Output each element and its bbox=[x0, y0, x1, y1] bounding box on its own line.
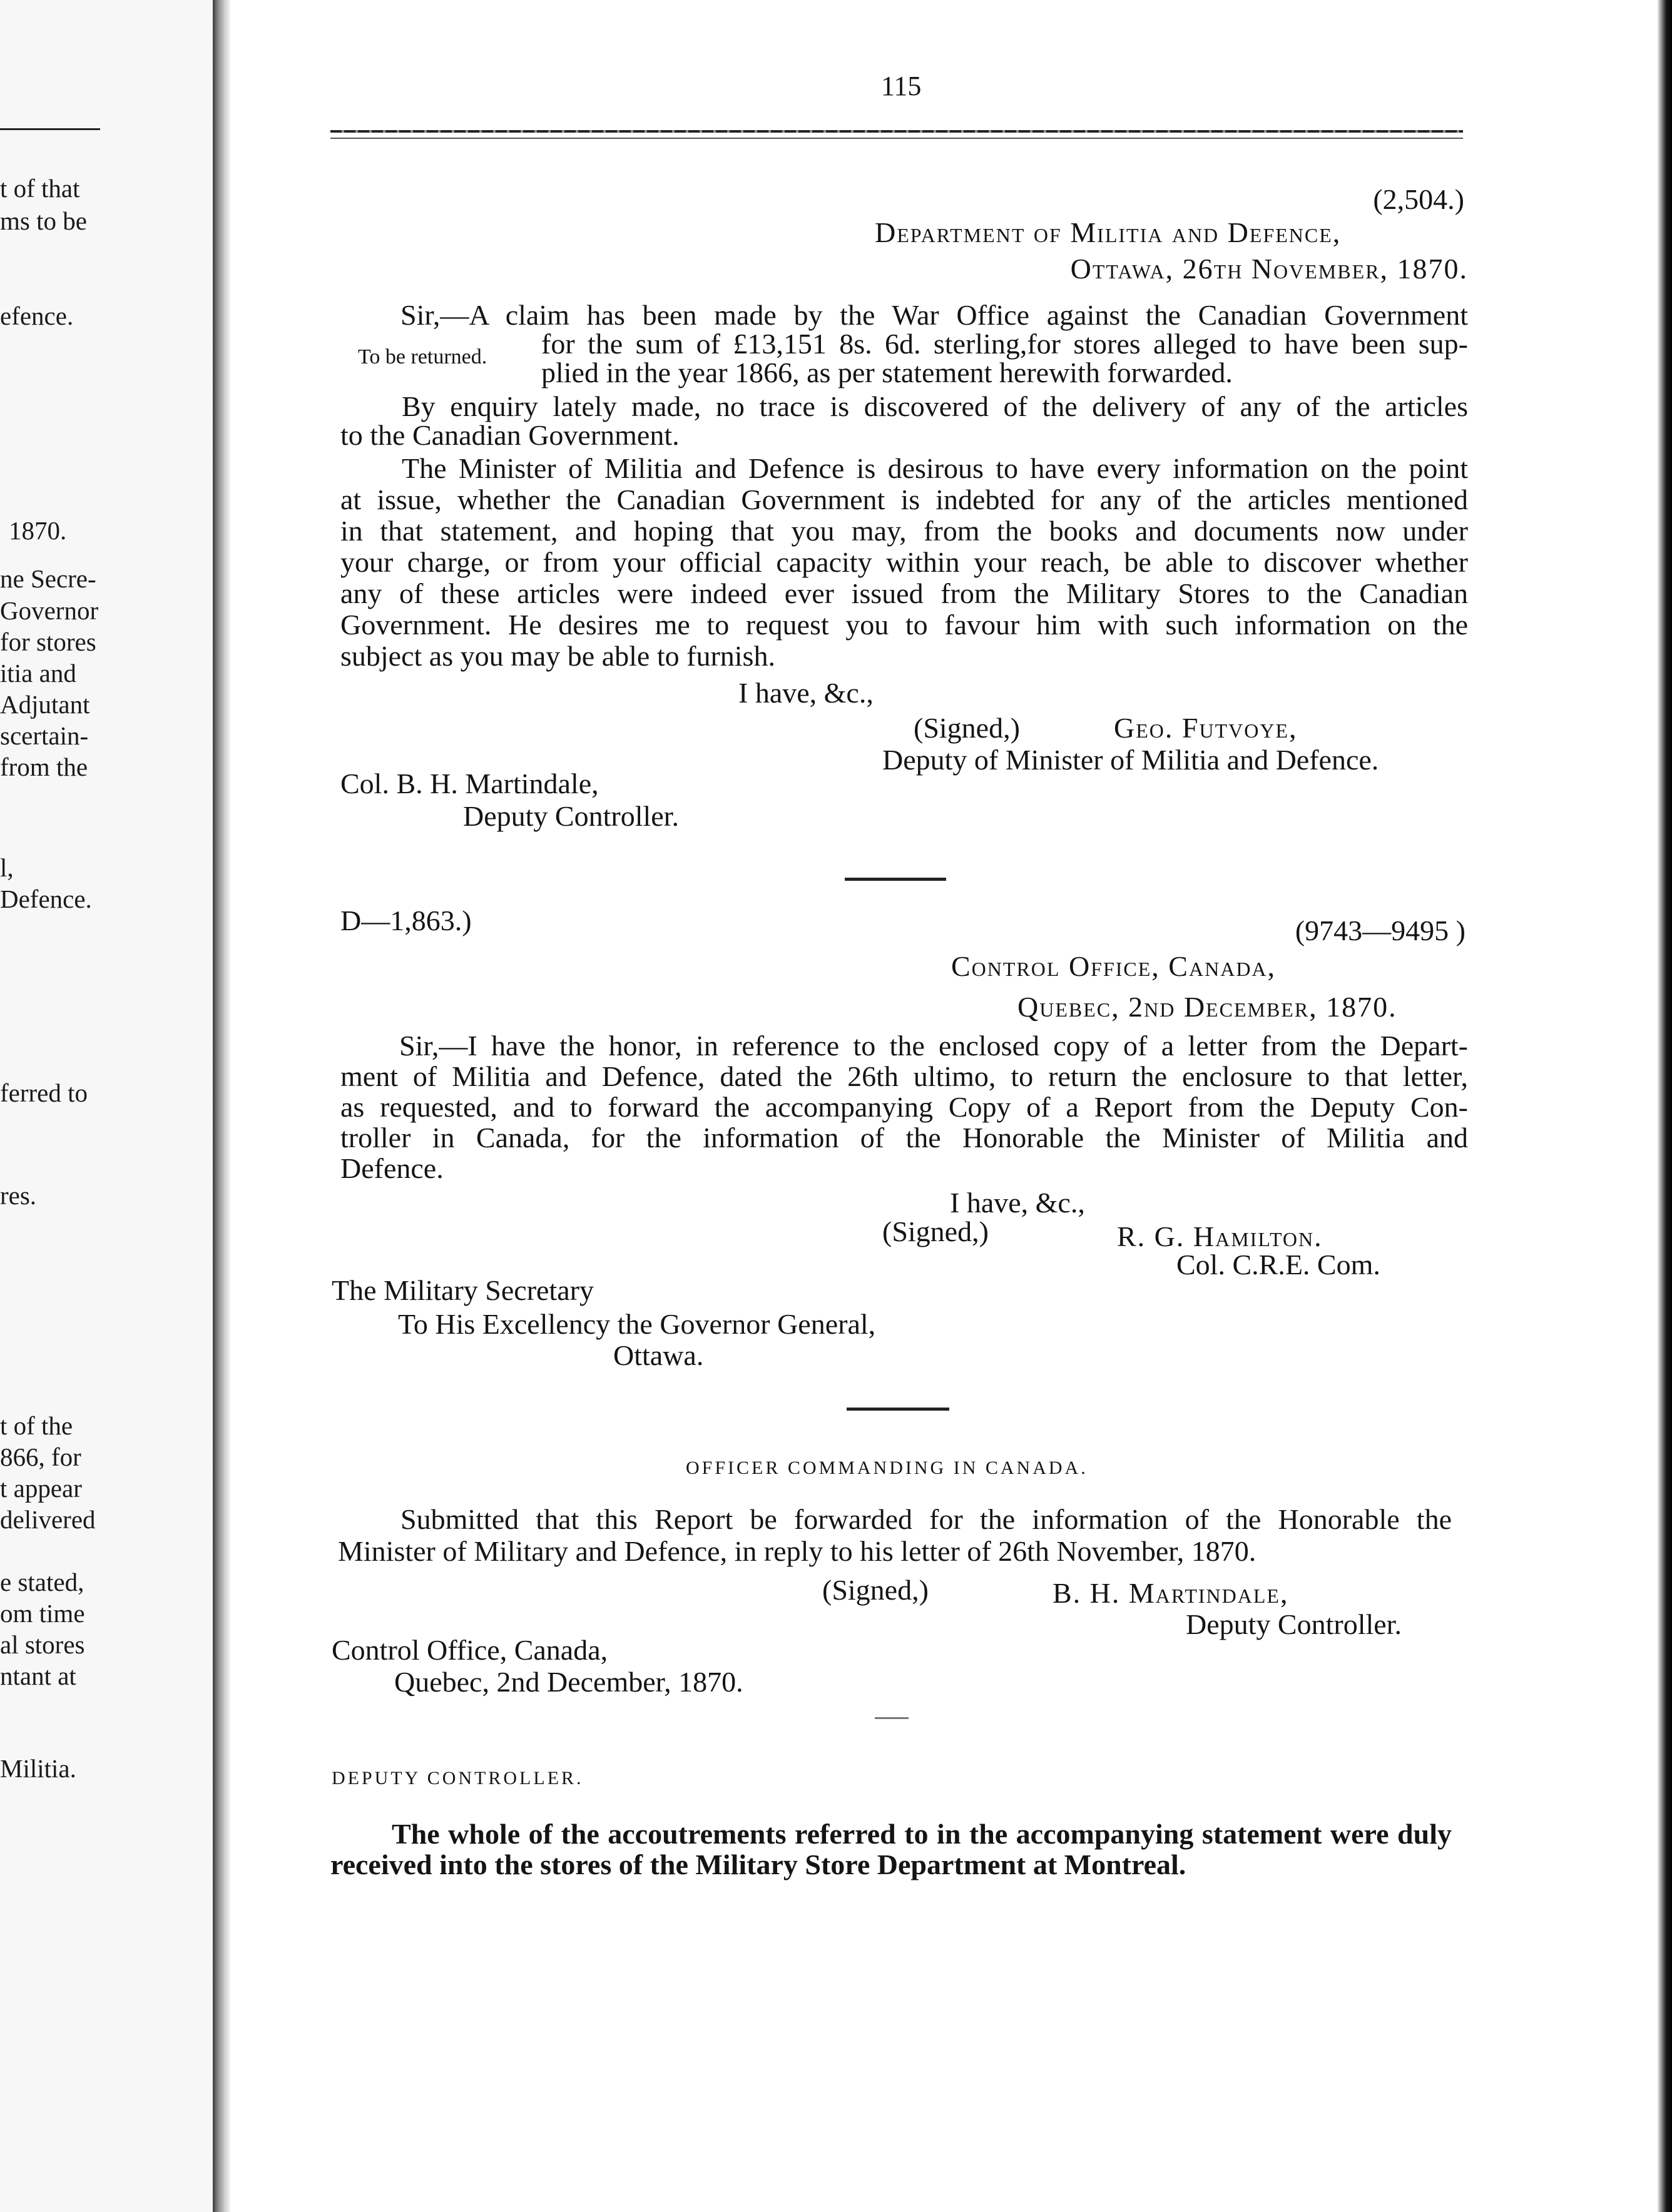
letter1-addressee-title: Deputy Controller. bbox=[463, 800, 679, 832]
letter2-signer-title: Col. C.R.E. Com. bbox=[1176, 1249, 1380, 1281]
letter1-signer-title: Deputy of Minister of Militia and Defence. bbox=[882, 744, 1379, 776]
letter2-signed: (Signed,) bbox=[882, 1215, 989, 1247]
minute1-line: Minister of Military and Defence, in reply to his letter of 26th November, 1870. bbox=[338, 1535, 1257, 1567]
header-rule bbox=[330, 130, 1463, 133]
left-page-gutter bbox=[0, 0, 216, 2212]
left-fragment: res. bbox=[0, 1181, 37, 1210]
letter1-signed: (Signed,) bbox=[914, 712, 1020, 744]
section-divider bbox=[845, 878, 946, 881]
letter2-addressee: To His Excellency the Governor General, bbox=[398, 1308, 876, 1340]
left-fragment: t of that bbox=[0, 174, 80, 203]
minute1-heading: OFFICER COMMANDING IN CANADA. bbox=[686, 1458, 1088, 1478]
letter1-margin-note: To be returned. bbox=[358, 345, 487, 368]
left-fragment: efence. bbox=[0, 302, 74, 330]
letter1-line: Sir,—A claim has been made by the War Office against the Canadian Government bbox=[400, 299, 1468, 331]
page-edge bbox=[1657, 0, 1672, 2212]
letter2-signer: R. G. Hamilton. bbox=[1117, 1220, 1323, 1252]
letter2-line: Sir,—I have the honor, in reference to the enclosed copy of a letter from the Depart- bbox=[399, 1030, 1468, 1062]
left-fragment: ne Secre- bbox=[0, 564, 96, 593]
left-fragment: 1870. bbox=[9, 516, 67, 545]
minute1-line: Submitted that this Report be forwarded for the information of the Honorable the bbox=[400, 1503, 1452, 1535]
letter1-line: By enquiry lately made, no trace is discovered of the delivery of any of the articles bbox=[402, 390, 1468, 422]
letter1-line: in that statement, and hoping that you may, from the books and documents now under bbox=[340, 515, 1468, 547]
left-fragment: itia and bbox=[0, 659, 76, 687]
book-spine bbox=[213, 0, 230, 2212]
letter2-line: as requested, and to forward the accompanying Copy of a Report from the Deputy Con- bbox=[340, 1091, 1468, 1123]
left-fragment: from the bbox=[0, 753, 88, 781]
letter1-signer: Geo. Futvoye, bbox=[1114, 712, 1298, 744]
letter1-line: The Minister of Militia and Defence is desirous to have every information on the point bbox=[402, 452, 1468, 484]
letter1-ref: (2,504.) bbox=[1373, 183, 1464, 215]
letter1-addressee: Col. B. H. Martindale, bbox=[340, 768, 599, 799]
minute1-place: Control Office, Canada, bbox=[332, 1634, 608, 1666]
section-divider bbox=[847, 1408, 949, 1411]
left-fragment: ms to be bbox=[0, 206, 87, 235]
letter1-closing: I have, &c., bbox=[738, 677, 874, 709]
letter1-place-date: Ottawa, 26th November, 1870. bbox=[1070, 253, 1468, 285]
left-fragment: t of the bbox=[0, 1411, 73, 1440]
letter1-line: at issue, whether the Canadian Government is indebted for any of the articles mentioned bbox=[340, 484, 1468, 515]
left-fragment: l, bbox=[0, 853, 14, 882]
letter2-closing: I have, &c., bbox=[950, 1187, 1085, 1219]
letter2-addressee: The Military Secretary bbox=[332, 1274, 594, 1306]
left-fragment: delivered bbox=[0, 1505, 96, 1534]
left-fragment: Militia. bbox=[0, 1754, 76, 1783]
letter2-addressee: Ottawa. bbox=[613, 1339, 704, 1371]
minute2-heading: DEPUTY CONTROLLER. bbox=[332, 1768, 584, 1788]
letter2-ref-right: (9743—9495 ) bbox=[1295, 915, 1466, 946]
page-number: 115 bbox=[881, 71, 922, 101]
letter1-line: Government. He desires me to request you to favour him with such information on the bbox=[340, 609, 1468, 641]
letter1-line: for the sum of £13,151 8s. 6d. sterling,for stores alleged to have been sup- bbox=[541, 328, 1468, 360]
letter2-place-date: Quebec, 2nd December, 1870. bbox=[1017, 991, 1397, 1023]
left-fragment: t appear bbox=[0, 1474, 82, 1503]
letter1-line: to the Canadian Government. bbox=[340, 419, 680, 451]
letter2-line: Defence. bbox=[340, 1152, 444, 1184]
minute1-signed: (Signed,) bbox=[822, 1574, 929, 1606]
left-fragment: om time bbox=[0, 1599, 85, 1628]
left-fragment: scertain- bbox=[0, 721, 89, 750]
letter2-line: troller in Canada, for the information of the Honorable the Minister of Militia and bbox=[340, 1122, 1468, 1154]
minute2-line: The whole of the accoutrements referred to in the accompanying statement were duly bbox=[392, 1818, 1452, 1850]
left-fragment: for stores bbox=[0, 627, 96, 656]
header-rule-thin bbox=[330, 138, 1463, 139]
left-fragment: ferred to bbox=[0, 1078, 88, 1107]
letter1-line: plied in the year 1866, as per statement herewith forwarded. bbox=[541, 357, 1233, 388]
left-fragment: ntant at bbox=[0, 1662, 76, 1690]
letter2-line: ment of Militia and Defence, dated the 26th ultimo, to return the enclosure to that letter, bbox=[340, 1060, 1468, 1092]
minute2-line: received into the stores of the Military Store Department at Montreal. bbox=[330, 1849, 1186, 1880]
left-fragment: 866, for bbox=[0, 1443, 81, 1471]
minute1-place: Quebec, 2nd December, 1870. bbox=[394, 1666, 743, 1698]
minute1-signer-title: Deputy Controller. bbox=[1186, 1608, 1402, 1640]
letter1-line: any of these articles were indeed ever issued from the Military Stores to the Canadian bbox=[340, 577, 1468, 609]
letter2-office: Control Office, Canada, bbox=[951, 950, 1277, 982]
letter1-department: Department of Militia and Defence, bbox=[875, 216, 1342, 248]
section-divider bbox=[875, 1717, 909, 1719]
left-header-rule bbox=[0, 128, 100, 130]
letter1-line: subject as you may be able to furnish. bbox=[340, 640, 775, 672]
left-fragment: e stated, bbox=[0, 1568, 84, 1596]
left-fragment: Adjutant bbox=[0, 690, 90, 719]
left-fragment: al stores bbox=[0, 1630, 85, 1659]
letter2-ref-left: D—1,863.) bbox=[340, 905, 472, 936]
left-fragment: Governor bbox=[0, 596, 99, 625]
letter1-line: your charge, or from your official capacity within your reach, be able to discover whether bbox=[340, 546, 1468, 578]
minute1-signer: B. H. Martindale, bbox=[1053, 1577, 1289, 1609]
left-fragment: Defence. bbox=[0, 885, 92, 913]
